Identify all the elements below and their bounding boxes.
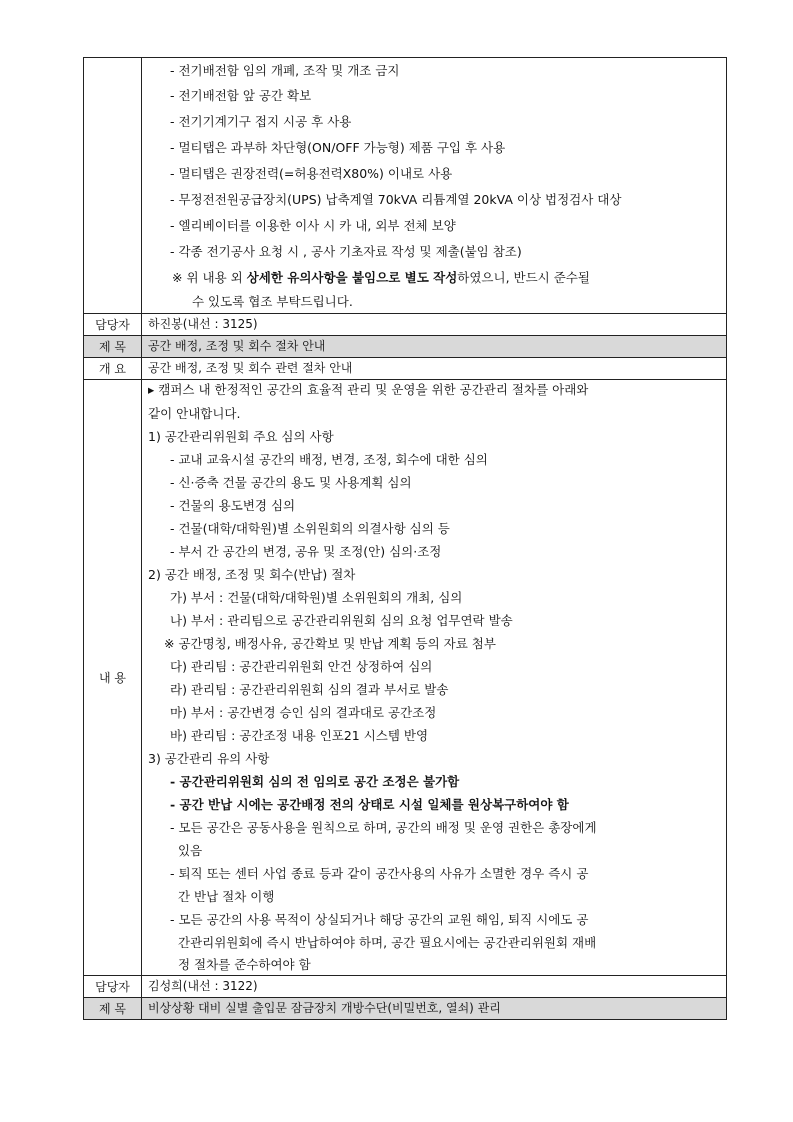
- section-heading: 1) 공간관리위원회 주요 심의 사항: [148, 429, 334, 444]
- s3-item: - 모든 공간은 공동사용을 원칙으로 하며, 공간의 배정 및 운영 권한은 총장에게: [170, 820, 597, 835]
- notice-table: [83, 57, 727, 1020]
- section-heading: 3) 공간관리 유의 사항: [148, 751, 270, 766]
- summary1-row: [84, 358, 727, 380]
- summary1-value: 공간 배정, 조정 및 회수 관련 절차 안내: [142, 358, 727, 380]
- prev-item: - 전기기계기구 접지 시공 후 사용: [170, 114, 352, 129]
- s3-item: - 모든 공간의 사용 목적이 상실되거나 해당 공간의 교원 해임, 퇴직 시에도 공: [170, 912, 589, 927]
- manager2-label: 담당자: [84, 976, 142, 998]
- title1-row: [84, 336, 727, 358]
- title2-label: 제 목: [84, 998, 142, 1020]
- s3-item-cont: 정 절차를 준수하여야 함: [178, 957, 311, 972]
- intro-line: ▸ 캠퍼스 내 한정적인 공간의 효율적 관리 및 운영을 위한 공간관리 절차를 아래와: [148, 382, 589, 397]
- prev-section-label-cell: [84, 58, 142, 314]
- s1-item: - 부서 간 공간의 변경, 공유 및 조정(안) 심의·조정: [170, 544, 442, 559]
- section-heading: 2) 공간 배정, 조정 및 회수(반납) 절차: [148, 567, 356, 582]
- prev-item: - 전기배전함 앞 공간 확보: [170, 88, 312, 103]
- prev-item: - 각종 전기공사 요청 시 , 공사 기초자료 작성 및 제출(붙임 참조): [170, 244, 522, 259]
- s3-item: - 퇴직 또는 센터 사업 종료 등과 같이 공간사용의 사유가 소멸한 경우 즉시 공: [170, 866, 589, 881]
- title2-row: [84, 998, 727, 1020]
- intro-line: 같이 안내합니다.: [148, 406, 241, 421]
- s2-item: 마) 부서 : 공간변경 승인 심의 결과대로 공간조정: [170, 705, 437, 720]
- prev-note-pre: ※ 위 내용 외: [172, 270, 247, 285]
- prev-note-post: 하였으니, 반드시 준수될: [457, 270, 590, 285]
- prev-section-row: [84, 58, 727, 314]
- s2-item: 다) 관리팀 : 공간관리위원회 안건 상정하여 심의: [170, 659, 433, 674]
- s3-item-cont: 간관리위원회에 즉시 반납하여야 하며, 공간 필요시에는 공간관리위원회 재배: [178, 935, 597, 950]
- prev-note: [148, 265, 726, 291]
- manager2-value: 김성희(내선 : 3122): [142, 976, 727, 998]
- title1-label: 제 목: [84, 336, 142, 358]
- manager1-value: 하진봉(내선 : 3125): [142, 314, 727, 336]
- s1-item: - 건물의 용도변경 심의: [170, 498, 296, 513]
- s3-bold-text: - 공간 반납 시에는 공간배정 전의 상태로 시설 일체를 원상복구하여야 함: [170, 797, 569, 812]
- s2-note: ※ 공간명칭, 배정사유, 공간확보 및 반납 계획 등의 자료 첨부: [164, 636, 496, 651]
- s2-item: 바) 관리팀 : 공간조정 내용 인포21 시스템 반영: [170, 728, 429, 743]
- content1-label: 내 용: [84, 380, 142, 976]
- title2-value: 비상상황 대비 실별 출입문 잠금장치 개방수단(비밀번호, 열쇠) 관리: [142, 998, 727, 1020]
- s1-item: - 교내 교육시설 공간의 배정, 변경, 조정, 회수에 대한 심의: [170, 452, 488, 467]
- prev-item: - 전기배전함 임의 개폐, 조작 및 개조 금지: [170, 63, 400, 78]
- prev-item: - 엘리베이터를 이용한 이사 시 카 내, 외부 전체 보양: [170, 218, 456, 233]
- content1-body: [142, 380, 727, 976]
- s3-item-bold: [148, 770, 726, 793]
- manager1-row: [84, 314, 727, 336]
- s1-item: - 건물(대학/대학원)별 소위원회의 의결사항 심의 등: [170, 521, 450, 536]
- prev-note-cont: 수 있도록 협조 부탁드립니다.: [192, 294, 353, 309]
- manager2-row: [84, 976, 727, 998]
- manager1-label: 담당자: [84, 314, 142, 336]
- prev-note-bold: 상세한 유의사항을 붙임으로 별도 작성: [246, 270, 458, 285]
- prev-item: - 멀티탭은 권장전력(=허용전력X80%) 이내로 사용: [170, 166, 453, 181]
- s2-item: 나) 부서 : 관리팀으로 공간관리위원회 심의 요청 업무연락 발송: [170, 613, 513, 628]
- content1-row: [84, 380, 727, 976]
- s3-item-cont: 있음: [178, 843, 203, 858]
- s1-item: - 신·증축 건물 공간의 용도 및 사용계획 심의: [170, 475, 412, 490]
- s2-item: 라) 관리팀 : 공간관리위원회 심의 결과 부서로 발송: [170, 682, 449, 697]
- prev-item: - 무정전전원공급장치(UPS) 납축계열 70kVA 리튬계열 20kVA 이상 법정검사 대상: [170, 192, 622, 207]
- prev-item: - 멀티탭은 과부하 차단형(ON/OFF 가능형) 제품 구입 후 사용: [170, 140, 506, 155]
- summary1-label: 개 요: [84, 358, 142, 380]
- prev-section-content: [142, 58, 727, 314]
- s2-item: 가) 부서 : 건물(대학/대학원)별 소위원회의 개최, 심의: [170, 590, 463, 605]
- title1-value: 공간 배정, 조정 및 회수 절차 안내: [142, 336, 727, 358]
- s3-bold-text: - 공간관리위원회 심의 전 임의로 공간 조정은 불가함: [170, 774, 460, 789]
- s3-item-cont: 간 반납 절차 이행: [178, 889, 275, 904]
- s3-item-bold: [148, 793, 726, 816]
